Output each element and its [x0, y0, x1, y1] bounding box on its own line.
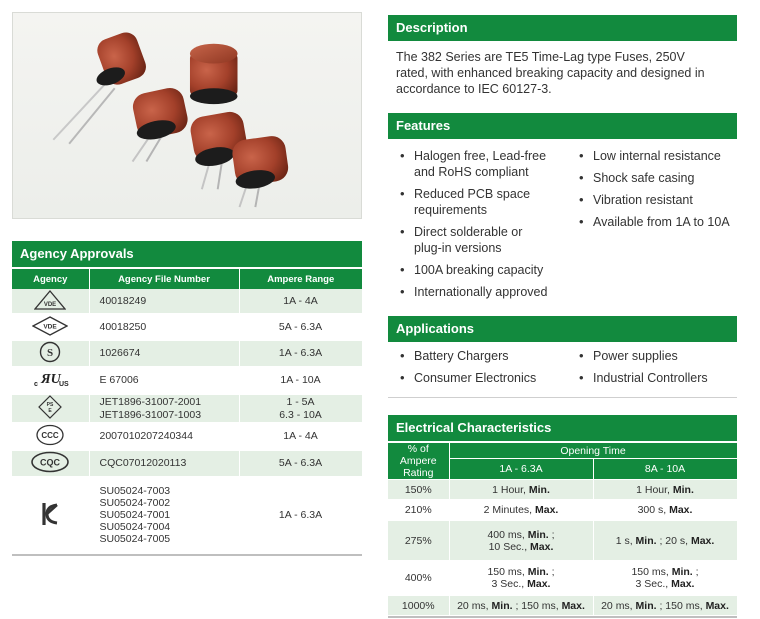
time-cell: 1 Hour, Min.: [449, 480, 593, 500]
cul-us-icon: [30, 368, 70, 390]
header-file-number: Agency File Number: [89, 268, 239, 289]
semko-s-icon: [39, 341, 61, 363]
time-cell: 400 ms, Min. ; 10 Sec., Max.: [449, 521, 593, 561]
description-text: [396, 49, 741, 97]
file-number: SU05024-7001: [99, 508, 171, 521]
table-row: [12, 394, 362, 423]
description-line: rated, with enhanced breaking capacity and designed in: [396, 66, 705, 80]
rating-cell: 150%: [388, 480, 449, 500]
semko-logo-text: S: [47, 347, 54, 359]
list-item: • 100A breaking capacity: [396, 262, 576, 278]
features-list-left: [396, 148, 576, 306]
list-item: • Reduced PCB space requirements: [396, 186, 576, 218]
table-row: [12, 340, 362, 367]
applications-list-left: [396, 348, 576, 392]
time-cell: 2 Minutes, Max.: [449, 500, 593, 521]
list-item: • Available from 1A to 10A: [575, 214, 745, 230]
list-item: • Internationally approved: [396, 284, 576, 300]
svg-text:US: US: [59, 381, 69, 388]
applications-list-right: [575, 348, 745, 392]
table-row: [388, 480, 737, 500]
table-row: [388, 500, 737, 521]
list-item: • Shock safe casing: [575, 170, 745, 186]
file-number: E 67006: [99, 374, 139, 387]
file-number: SU05024-7003: [99, 484, 171, 497]
rating-cell: 275%: [388, 521, 449, 561]
rating-cell: 400%: [388, 561, 449, 596]
table-row: [388, 596, 737, 616]
table-row: [12, 314, 362, 340]
ccc-icon: [35, 424, 65, 446]
vde-diamond-icon: [32, 316, 68, 336]
kc-icon: [38, 500, 62, 528]
table-row: [388, 561, 737, 596]
ampere-range: 1 - 5A: [286, 396, 315, 409]
list-item: • Direct solderable or plug-in versions: [396, 224, 576, 256]
table-row: [12, 289, 362, 314]
electrical-characteristics-title: Electrical Characteristics: [388, 415, 737, 441]
file-number: 40018250: [99, 320, 147, 333]
time-cell: 1 Hour, Min.: [593, 480, 737, 500]
section-divider: [388, 397, 737, 398]
table-bottom-rule: [388, 616, 737, 618]
cqc-logo-text: CQC: [40, 457, 61, 468]
file-number: SU05024-7002: [99, 496, 171, 509]
header-agency: Agency: [12, 268, 89, 289]
opening-time-header: Opening Time: [449, 442, 737, 459]
time-cell: 150 ms, Min. ; 3 Sec., Max.: [593, 561, 737, 596]
ampere-range: 1A - 6.3A: [278, 508, 323, 521]
file-number: 40018249: [99, 294, 147, 307]
fuse-product-image: [13, 13, 361, 218]
description-title: Description: [388, 15, 737, 41]
table-row: [12, 367, 362, 394]
time-cell: 150 ms, Min. ; 3 Sec., Max.: [449, 561, 593, 596]
description-line: accordance to IEC 60127-3.: [396, 82, 552, 96]
range-header-low: 1A - 6.3A: [449, 459, 593, 480]
time-cell: 20 ms, Min. ; 150 ms, Max.: [449, 596, 593, 616]
agency-approvals-table: [12, 267, 363, 554]
vde-logo-text: VDE: [43, 323, 57, 330]
list-item: • Low internal resistance: [575, 148, 745, 164]
rating-cell: 1000%: [388, 596, 449, 616]
svg-text:ЯU: ЯU: [41, 372, 62, 387]
features-list-right: [575, 148, 745, 236]
vde-logo-text: VDE: [44, 301, 57, 308]
electrical-characteristics-section: [388, 415, 737, 618]
electrical-characteristics-table: [388, 441, 738, 616]
description-line: The 382 Series are TE5 Time-Lag type Fuses, 250V: [396, 50, 685, 64]
product-photo: [12, 12, 362, 219]
list-item: • Consumer Electronics: [396, 370, 576, 386]
file-number: 2007010207240344: [99, 430, 193, 443]
table-bottom-rule: [12, 554, 362, 556]
ampere-range: 1A - 4A: [283, 430, 318, 443]
vde-triangle-icon: [34, 290, 66, 310]
ampere-range: 6.3 - 10A: [279, 408, 322, 421]
svg-text:E: E: [48, 408, 52, 414]
list-item: • Halogen free, Lead-free and RoHS compliant: [396, 148, 576, 180]
ampere-range: 1A - 6.3A: [278, 347, 323, 360]
ampere-range: 5A - 6.3A: [278, 320, 323, 333]
list-item: • Battery Chargers: [396, 348, 576, 364]
features-title: Features: [388, 113, 737, 139]
table-row: [12, 423, 362, 450]
file-number: 1026674: [99, 347, 141, 360]
list-item: • Industrial Controllers: [575, 370, 745, 386]
cqc-icon: [30, 451, 70, 473]
ampere-range: 1A - 10A: [280, 374, 321, 387]
time-cell: 300 s, Max.: [593, 500, 737, 521]
file-number: SU05024-7005: [99, 533, 171, 546]
range-header-high: 8A - 10A: [593, 459, 737, 480]
rating-header: % of Ampere Rating: [388, 442, 449, 480]
file-number: SU05024-7004: [99, 521, 171, 534]
rating-cell: 210%: [388, 500, 449, 521]
ampere-range: 5A - 6.3A: [278, 457, 323, 470]
table-row: [12, 477, 362, 553]
table-row: [12, 450, 362, 477]
time-cell: 20 ms, Min. ; 150 ms, Max.: [593, 596, 737, 616]
table-row: [388, 521, 737, 561]
file-number: JET1896-31007-1003: [99, 408, 202, 421]
list-item: • Vibration resistant: [575, 192, 745, 208]
svg-text:PS: PS: [46, 402, 54, 408]
ampere-range: 1A - 4A: [283, 294, 318, 307]
applications-title: Applications: [388, 316, 737, 342]
pse-diamond-icon: [38, 395, 62, 419]
agency-approvals-section: [12, 241, 362, 556]
agency-approvals-title: Agency Approvals: [12, 241, 362, 267]
ccc-logo-text: CCC: [41, 431, 59, 440]
list-item: • Power supplies: [575, 348, 745, 364]
header-ampere-range: Ampere Range: [239, 268, 362, 289]
file-number: CQC07012020113: [99, 457, 187, 470]
file-number: JET1896-31007-2001: [99, 396, 202, 409]
svg-text:c: c: [34, 381, 39, 388]
time-cell: 1 s, Min. ; 20 s, Max.: [593, 521, 737, 561]
